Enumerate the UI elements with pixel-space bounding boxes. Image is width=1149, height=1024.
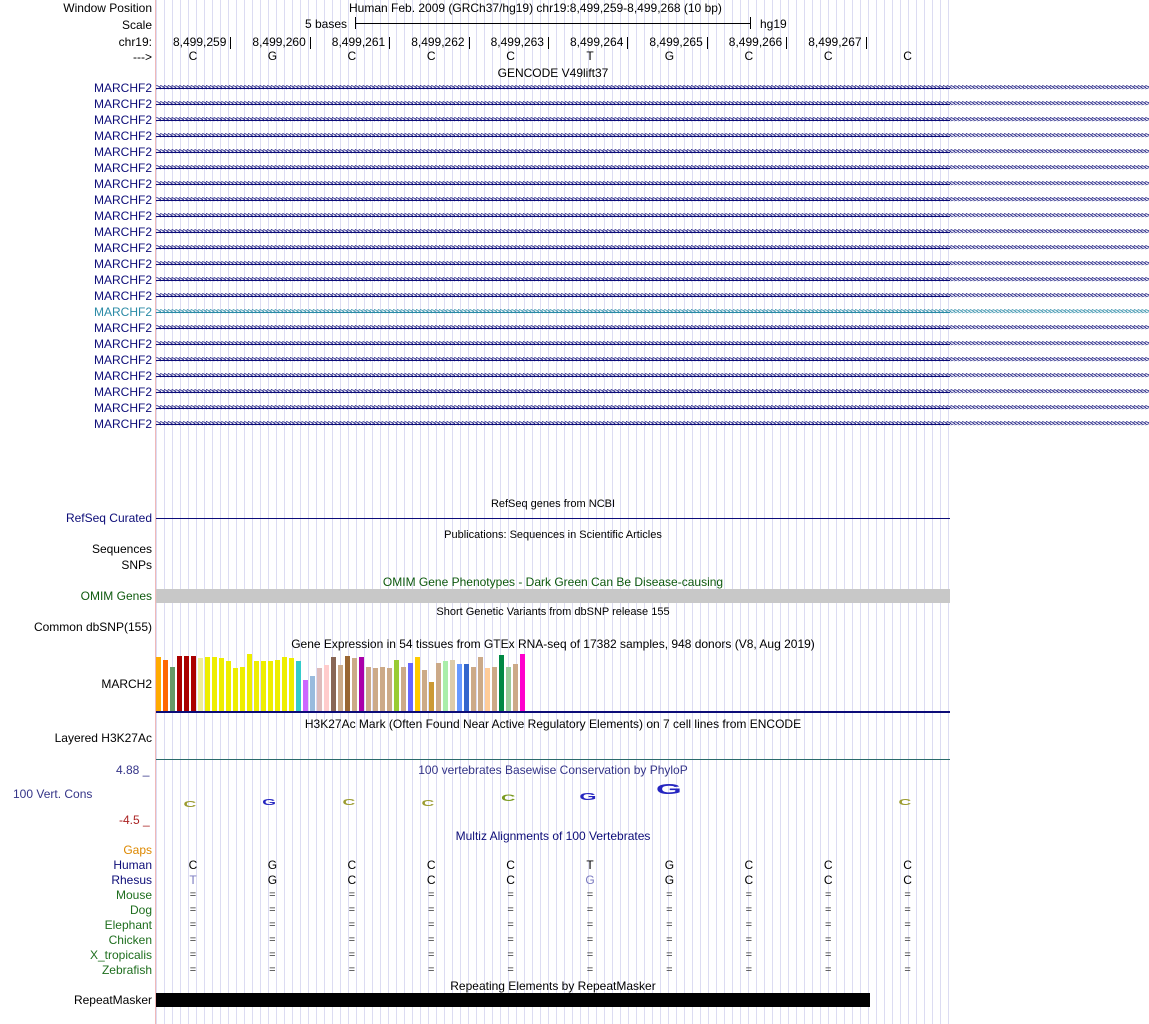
gencode-gene-label[interactable]: MARCHF2 [93, 97, 152, 111]
alignment-base: = [427, 934, 435, 946]
gencode-gene-label[interactable]: MARCHF2 [93, 385, 152, 399]
h3k27ac-label[interactable]: Layered H3K27Ac [54, 731, 152, 745]
alignment-base: = [348, 919, 356, 931]
strand-arrows: >>>>>>>>>>>>>>>>>>>>>>>>>>>>>>>>>>>>>>>>>>>>>>>>>>>>>>>>>>>>>>>>>>>>>>>>>>>>>>>>>>>>>>>>>>>>>>>>>>>>>>>>>>>>>>>>>>>>>>>>>>>>>>>>>>>>>>>>>>>>>>>>>>>>>>>>>>>>>>>>>>>>>>>>>>>>>>>>>>>>>>>>>>>>>>>>>>>>>>>>>>>>>>>>>>>>>>>>>>>>>>>>>>>>>>>>>>>>>>>>>>>>>>>>>>>>>>>>>>>> [156, 83, 1149, 93]
gencode-transcript[interactable] [156, 83, 1149, 93]
alignment-base: = [427, 949, 435, 961]
gtex-tissue-bar[interactable] [282, 657, 287, 711]
publications-sequences-label[interactable]: Sequences [91, 542, 152, 556]
gtex-tissue-bar[interactable] [464, 664, 469, 711]
ruler-position-text: 8,499,261 [331, 35, 386, 49]
gtex-tissue-bar[interactable] [471, 667, 476, 711]
gtex-tissue-bar[interactable] [380, 667, 385, 711]
phylop-letter: G [656, 781, 683, 798]
gtex-tissue-bar[interactable] [373, 668, 378, 711]
gtex-tissue-bar[interactable] [513, 664, 518, 711]
alignment-base: = [824, 904, 832, 916]
alignment-base: = [189, 949, 197, 961]
h3k27ac-title: H3K27Ac Mark (Often Found Near Active Regulatory Elements) on 7 cell lines from ENCODE [304, 717, 802, 731]
alignment-base: G [267, 858, 278, 872]
multiz-species-label[interactable]: Chicken [108, 933, 152, 947]
strand-arrows: >>>>>>>>>>>>>>>>>>>>>>>>>>>>>>>>>>>>>>>>>>>>>>>>>>>>>>>>>>>>>>>>>>>>>>>>>>>>>>>>>>>>>>>>>>>>>>>>>>>>>>>>>>>>>>>>>>>>>>>>>>>>>>>>>>>>>>>>>>>>>>>>>>>>>>>>>>>>>>>>>>>>>>>>>>>>>>>>>>>>>>>>>>>>>>>>>>>>>>>>>>>>>>>>>>>>>>>>>>>>>>>>>>>>>>>>>>>>>>>>>>>>>>>>>>>>>>>>>>>> [156, 323, 1149, 333]
gtex-tissue-bar[interactable] [443, 661, 448, 711]
strand-arrows: >>>>>>>>>>>>>>>>>>>>>>>>>>>>>>>>>>>>>>>>>>>>>>>>>>>>>>>>>>>>>>>>>>>>>>>>>>>>>>>>>>>>>>>>>>>>>>>>>>>>>>>>>>>>>>>>>>>>>>>>>>>>>>>>>>>>>>>>>>>>>>>>>>>>>>>>>>>>>>>>>>>>>>>>>>>>>>>>>>>>>>>>>>>>>>>>>>>>>>>>>>>>>>>>>>>>>>>>>>>>>>>>>>>>>>>>>>>>>>>>>>>>>>>>>>>>>>>>>>>> [156, 211, 1149, 221]
gencode-transcript[interactable] [156, 307, 1149, 317]
alignment-base: = [269, 889, 276, 901]
alignment-base: = [189, 934, 197, 946]
gencode-transcript[interactable] [156, 291, 1149, 301]
alignment-base: = [348, 904, 356, 916]
ruler-position-text: 8,499,259 [173, 35, 227, 49]
alignment-base: = [904, 889, 911, 901]
alignment-base: = [189, 904, 197, 916]
alignment-base: = [745, 934, 753, 946]
alignment-base: = [745, 949, 753, 961]
alignment-base: = [348, 964, 356, 976]
phylop-label[interactable]: 100 Vert. Cons [13, 787, 93, 801]
gencode-gene-label[interactable]: MARCHF2 [93, 113, 152, 127]
alignment-base: = [269, 964, 276, 976]
gtex-tissue-bar[interactable] [415, 657, 420, 711]
gtex-tissue-bar[interactable] [184, 656, 189, 711]
gtex-tissue-bar[interactable] [499, 655, 504, 711]
ruler-tick [389, 37, 390, 49]
alignment-base: C [188, 858, 198, 872]
strand-arrows: >>>>>>>>>>>>>>>>>>>>>>>>>>>>>>>>>>>>>>>>>>>>>>>>>>>>>>>>>>>>>>>>>>>>>>>>>>>>>>>>>>>>>>>>>>>>>>>>>>>>>>>>>>>>>>>>>>>>>>>>>>>>>>>>>>>>>>>>>>>>>>>>>>>>>>>>>>>>>>>>>>>>>>>>>>>>>>>>>>>>>>>>>>>>>>>>>>>>>>>>>>>>>>>>>>>>>>>>>>>>>>>>>>>>>>>>>>>>>>>>>>>>>>>>>>>>>>>>>>>> [156, 275, 1149, 285]
gtex-tissue-bar[interactable] [156, 657, 161, 711]
alignment-base: G [585, 873, 595, 887]
gtex-tissue-bar[interactable] [261, 661, 266, 711]
gencode-gene-label[interactable]: MARCHF2 [93, 257, 152, 271]
gtex-tissue-bar[interactable] [226, 661, 231, 711]
refseq-title: RefSeq genes from NCBI [490, 498, 616, 510]
strand-arrows: >>>>>>>>>>>>>>>>>>>>>>>>>>>>>>>>>>>>>>>>>>>>>>>>>>>>>>>>>>>>>>>>>>>>>>>>>>>>>>>>>>>>>>>>>>>>>>>>>>>>>>>>>>>>>>>>>>>>>>>>>>>>>>>>>>>>>>>>>>>>>>>>>>>>>>>>>>>>>>>>>>>>>>>>>>>>>>>>>>>>>>>>>>>>>>>>>>>>>>>>>>>>>>>>>>>>>>>>>>>>>>>>>>>>>>>>>>>>>>>>>>>>>>>>>>>>>>>>>>>> [156, 243, 1149, 253]
phylop-letter: C [500, 793, 515, 803]
strand-arrows: >>>>>>>>>>>>>>>>>>>>>>>>>>>>>>>>>>>>>>>>>>>>>>>>>>>>>>>>>>>>>>>>>>>>>>>>>>>>>>>>>>>>>>>>>>>>>>>>>>>>>>>>>>>>>>>>>>>>>>>>>>>>>>>>>>>>>>>>>>>>>>>>>>>>>>>>>>>>>>>>>>>>>>>>>>>>>>>>>>>>>>>>>>>>>>>>>>>>>>>>>>>>>>>>>>>>>>>>>>>>>>>>>>>>>>>>>>>>>>>>>>>>>>>>>>>>>>>>>>>> [156, 163, 1149, 173]
multiz-species-label[interactable]: Zebrafish [101, 963, 152, 977]
base-letter: T [586, 49, 594, 63]
ruler-tick [548, 37, 549, 49]
multiz-gaps-label: Gaps [123, 843, 152, 857]
gencode-gene-label[interactable]: MARCHF2 [93, 401, 152, 415]
repeatmasker-title: Repeating Elements by RepeatMasker [450, 979, 656, 993]
base-letter: C [347, 49, 357, 63]
ruler-tick [707, 37, 708, 49]
multiz-title: Multiz Alignments of 100 Vertebrates [455, 829, 651, 843]
base-letter: C [188, 49, 198, 63]
multiz-species-label[interactable]: Dog [129, 903, 152, 917]
gencode-transcript[interactable] [156, 115, 1149, 125]
ruler-position [491, 35, 549, 49]
alignment-base: = [348, 889, 356, 901]
gencode-gene-label[interactable]: MARCHF2 [93, 177, 152, 191]
gencode-gene-label[interactable]: MARCHF2 [93, 321, 152, 335]
multiz-species-label[interactable]: Rhesus [111, 873, 152, 887]
alignment-base: = [666, 904, 673, 916]
gtex-tissue-bar[interactable] [170, 667, 175, 711]
alignment-base: = [666, 919, 673, 931]
strand-arrows: >>>>>>>>>>>>>>>>>>>>>>>>>>>>>>>>>>>>>>>>>>>>>>>>>>>>>>>>>>>>>>>>>>>>>>>>>>>>>>>>>>>>>>>>>>>>>>>>>>>>>>>>>>>>>>>>>>>>>>>>>>>>>>>>>>>>>>>>>>>>>>>>>>>>>>>>>>>>>>>>>>>>>>>>>>>>>>>>>>>>>>>>>>>>>>>>>>>>>>>>>>>>>>>>>>>>>>>>>>>>>>>>>>>>>>>>>>>>>>>>>>>>>>>>>>>>>>>>>>>> [156, 307, 1149, 317]
phylop-letter: C [342, 798, 356, 807]
base-letter: C [903, 49, 912, 63]
strand-arrows: >>>>>>>>>>>>>>>>>>>>>>>>>>>>>>>>>>>>>>>>>>>>>>>>>>>>>>>>>>>>>>>>>>>>>>>>>>>>>>>>>>>>>>>>>>>>>>>>>>>>>>>>>>>>>>>>>>>>>>>>>>>>>>>>>>>>>>>>>>>>>>>>>>>>>>>>>>>>>>>>>>>>>>>>>>>>>>>>>>>>>>>>>>>>>>>>>>>>>>>>>>>>>>>>>>>>>>>>>>>>>>>>>>>>>>>>>>>>>>>>>>>>>>>>>>>>>>>>>>>> [156, 227, 1149, 237]
alignment-base: C [506, 858, 515, 872]
base-letter: C [506, 49, 515, 63]
gtex-tissue-bar[interactable] [310, 676, 315, 711]
gtex-tissue-bar[interactable] [268, 661, 273, 711]
alignment-base: = [745, 889, 753, 901]
gencode-transcript[interactable] [156, 99, 1149, 109]
refseq-label[interactable]: RefSeq Curated [65, 511, 152, 525]
strand-label: ---> [133, 50, 152, 64]
window-position-label: Window Position [63, 1, 152, 15]
gtex-tissue-bar[interactable] [520, 654, 525, 711]
publications-snps-label[interactable]: SNPs [121, 558, 152, 572]
alignment-base: = [348, 934, 356, 946]
ruler-position [649, 35, 707, 49]
gencode-gene-label[interactable]: MARCHF2 [93, 337, 152, 351]
publications-title: Publications: Sequences in Scientific Articles [444, 529, 662, 541]
scale-text: 5 bases [305, 17, 348, 31]
alignment-base: = [904, 934, 911, 946]
gtex-tissue-bar[interactable] [324, 665, 329, 711]
alignment-base: C [823, 873, 833, 887]
gtex-title: Gene Expression in 54 tissues from GTEx RNA-seq of 17382 samples, 948 donors (V8, Aug 2019) [291, 637, 815, 651]
alignment-base: T [189, 873, 197, 887]
ruler-tick [786, 37, 787, 49]
gtex-tissue-bar[interactable] [394, 660, 399, 711]
gencode-transcript[interactable] [156, 227, 1149, 237]
gencode-transcript[interactable] [156, 387, 1149, 397]
gencode-transcript[interactable] [156, 163, 1149, 173]
alignment-base: = [586, 964, 594, 976]
ruler-tick [866, 37, 867, 49]
gtex-tissue-bar[interactable] [436, 663, 441, 711]
gtex-tissue-bar[interactable] [296, 661, 301, 711]
gtex-tissue-bar[interactable] [366, 667, 371, 711]
gtex-tissue-bar[interactable] [422, 670, 427, 711]
alignment-base: C [823, 858, 833, 872]
alignment-base: = [904, 904, 911, 916]
alignment-base: = [507, 889, 514, 901]
repeatmasker-label[interactable]: RepeatMasker [73, 993, 152, 1007]
alignment-base: = [824, 934, 832, 946]
ruler-position-text: 8,499,266 [728, 35, 783, 49]
omim-label[interactable]: OMIM Genes [80, 589, 152, 603]
multiz-species-label[interactable]: Elephant [104, 918, 152, 932]
alignment-base: = [189, 889, 197, 901]
alignment-base: = [745, 964, 753, 976]
gencode-transcript[interactable] [156, 147, 1149, 157]
h3k27ac-baseline [156, 759, 950, 760]
phylop-letter: G [262, 798, 277, 807]
dbsnp-label[interactable]: Common dbSNP(155) [33, 620, 152, 634]
alignment-base: G [267, 873, 278, 887]
gencode-transcript[interactable] [156, 211, 1149, 221]
refseq-gene-line[interactable] [156, 518, 950, 519]
gencode-transcript[interactable] [156, 419, 1149, 429]
gencode-gene-label[interactable]: MARCHF2 [93, 145, 152, 159]
gtex-tissue-bar[interactable] [485, 668, 490, 711]
gtex-tissue-bar[interactable] [289, 658, 294, 711]
alignment-base: = [904, 919, 911, 931]
phylop-letter: G [579, 792, 597, 803]
gtex-label[interactable]: MARCH2 [101, 677, 152, 691]
ruler-tick [230, 37, 231, 49]
alignment-base: = [666, 964, 673, 976]
alignment-base: = [586, 934, 594, 946]
alignment-base: = [507, 964, 514, 976]
gencode-gene-label[interactable]: MARCHF2 [93, 209, 152, 223]
strand-arrows: >>>>>>>>>>>>>>>>>>>>>>>>>>>>>>>>>>>>>>>>>>>>>>>>>>>>>>>>>>>>>>>>>>>>>>>>>>>>>>>>>>>>>>>>>>>>>>>>>>>>>>>>>>>>>>>>>>>>>>>>>>>>>>>>>>>>>>>>>>>>>>>>>>>>>>>>>>>>>>>>>>>>>>>>>>>>>>>>>>>>>>>>>>>>>>>>>>>>>>>>>>>>>>>>>>>>>>>>>>>>>>>>>>>>>>>>>>>>>>>>>>>>>>>>>>>>>>>>>>>> [156, 195, 1149, 205]
phylop-letter: C [898, 798, 911, 807]
scale-label: Scale [121, 18, 152, 32]
ruler-tick [469, 37, 470, 49]
multiz-species-label[interactable]: X_tropicalis [89, 948, 152, 962]
gencode-gene-label[interactable]: MARCHF2 [93, 369, 152, 383]
alignment-base: C [426, 873, 436, 887]
ruler-position-text: 8,499,264 [570, 35, 624, 49]
ruler-position-text: 8,499,263 [490, 35, 544, 49]
alignment-base: = [189, 919, 197, 931]
repeatmasker-element[interactable] [156, 993, 870, 1007]
strand-arrows: >>>>>>>>>>>>>>>>>>>>>>>>>>>>>>>>>>>>>>>>>>>>>>>>>>>>>>>>>>>>>>>>>>>>>>>>>>>>>>>>>>>>>>>>>>>>>>>>>>>>>>>>>>>>>>>>>>>>>>>>>>>>>>>>>>>>>>>>>>>>>>>>>>>>>>>>>>>>>>>>>>>>>>>>>>>>>>>>>>>>>>>>>>>>>>>>>>>>>>>>>>>>>>>>>>>>>>>>>>>>>>>>>>>>>>>>>>>>>>>>>>>>>>>>>>>>>>>>>>>> [156, 147, 1149, 157]
gencode-transcript[interactable] [156, 403, 1149, 413]
gencode-transcript[interactable] [156, 275, 1149, 285]
alignment-base: = [745, 919, 753, 931]
gencode-transcript[interactable] [156, 259, 1149, 269]
gencode-title: GENCODE V49lift37 [497, 66, 609, 80]
gtex-tissue-bar[interactable] [345, 656, 350, 711]
scale-bar-left-tick [355, 17, 356, 29]
strand-arrows: >>>>>>>>>>>>>>>>>>>>>>>>>>>>>>>>>>>>>>>>>>>>>>>>>>>>>>>>>>>>>>>>>>>>>>>>>>>>>>>>>>>>>>>>>>>>>>>>>>>>>>>>>>>>>>>>>>>>>>>>>>>>>>>>>>>>>>>>>>>>>>>>>>>>>>>>>>>>>>>>>>>>>>>>>>>>>>>>>>>>>>>>>>>>>>>>>>>>>>>>>>>>>>>>>>>>>>>>>>>>>>>>>>>>>>>>>>>>>>>>>>>>>>>>>>>>>>>>>>>> [156, 403, 1149, 413]
gtex-tissue-bar[interactable] [338, 665, 343, 711]
phylop-title: 100 vertebrates Basewise Conservation by PhyloP [418, 763, 688, 777]
gencode-gene-label[interactable]: MARCHF2 [93, 129, 152, 143]
gtex-tissue-bar[interactable] [247, 654, 252, 711]
alignment-base: = [348, 949, 356, 961]
gtex-gene-line [156, 711, 950, 713]
gencode-gene-label[interactable]: MARCHF2 [93, 193, 152, 207]
gtex-tissue-bar[interactable] [212, 657, 217, 711]
ruler-position-text: 8,499,265 [649, 35, 703, 49]
alignment-base: C [903, 858, 912, 872]
gtex-tissue-bar[interactable] [401, 667, 406, 711]
ruler-position [411, 35, 469, 49]
ruler-position-text: 8,499,267 [808, 35, 862, 49]
gtex-tissue-bar[interactable] [506, 667, 511, 711]
gtex-tissue-bar[interactable] [317, 668, 322, 711]
alignment-base: = [824, 919, 832, 931]
alignment-base: G [664, 873, 675, 887]
gtex-tissue-bar[interactable] [359, 657, 364, 711]
ruler-position [173, 35, 231, 49]
gtex-tissue-bar[interactable] [478, 657, 483, 711]
alignment-base: = [507, 919, 514, 931]
gencode-transcript[interactable] [156, 371, 1149, 381]
alignment-base: = [269, 904, 276, 916]
gencode-transcript[interactable] [156, 195, 1149, 205]
chrom-label: chr19: [118, 35, 152, 49]
alignment-base: = [269, 934, 276, 946]
alignment-base: = [507, 904, 514, 916]
alignment-base: = [666, 949, 673, 961]
ruler-position [332, 35, 390, 49]
gtex-tissue-bar[interactable] [219, 658, 224, 711]
ruler-position-text: 8,499,260 [252, 35, 306, 49]
phylop-max-label: 4.88 _ [116, 763, 150, 777]
alignment-base: = [586, 904, 594, 916]
alignment-base: = [824, 964, 832, 976]
gtex-tissue-bar[interactable] [233, 668, 238, 711]
strand-arrows: >>>>>>>>>>>>>>>>>>>>>>>>>>>>>>>>>>>>>>>>>>>>>>>>>>>>>>>>>>>>>>>>>>>>>>>>>>>>>>>>>>>>>>>>>>>>>>>>>>>>>>>>>>>>>>>>>>>>>>>>>>>>>>>>>>>>>>>>>>>>>>>>>>>>>>>>>>>>>>>>>>>>>>>>>>>>>>>>>>>>>>>>>>>>>>>>>>>>>>>>>>>>>>>>>>>>>>>>>>>>>>>>>>>>>>>>>>>>>>>>>>>>>>>>>>>>>>>>>>>> [156, 339, 1149, 349]
strand-arrows: >>>>>>>>>>>>>>>>>>>>>>>>>>>>>>>>>>>>>>>>>>>>>>>>>>>>>>>>>>>>>>>>>>>>>>>>>>>>>>>>>>>>>>>>>>>>>>>>>>>>>>>>>>>>>>>>>>>>>>>>>>>>>>>>>>>>>>>>>>>>>>>>>>>>>>>>>>>>>>>>>>>>>>>>>>>>>>>>>>>>>>>>>>>>>>>>>>>>>>>>>>>>>>>>>>>>>>>>>>>>>>>>>>>>>>>>>>>>>>>>>>>>>>>>>>>>>>>>>>>> [156, 371, 1149, 381]
alignment-base: = [427, 964, 435, 976]
gencode-gene-label[interactable]: MARCHF2 [93, 417, 152, 431]
omim-title: OMIM Gene Phenotypes - Dark Green Can Be Disease-causing [382, 575, 724, 589]
gtex-tissue-bar[interactable] [408, 663, 413, 711]
gtex-tissue-bar[interactable] [450, 660, 455, 711]
gencode-gene-label[interactable]: MARCHF2 [93, 81, 152, 95]
alignment-base: = [824, 949, 832, 961]
alignment-base: T [586, 858, 594, 872]
alignment-base: = [586, 919, 594, 931]
strand-arrows: >>>>>>>>>>>>>>>>>>>>>>>>>>>>>>>>>>>>>>>>>>>>>>>>>>>>>>>>>>>>>>>>>>>>>>>>>>>>>>>>>>>>>>>>>>>>>>>>>>>>>>>>>>>>>>>>>>>>>>>>>>>>>>>>>>>>>>>>>>>>>>>>>>>>>>>>>>>>>>>>>>>>>>>>>>>>>>>>>>>>>>>>>>>>>>>>>>>>>>>>>>>>>>>>>>>>>>>>>>>>>>>>>>>>>>>>>>>>>>>>>>>>>>>>>>>>>>>>>>>> [156, 259, 1149, 269]
gencode-gene-label[interactable]: MARCHF2 [93, 273, 152, 287]
ruler-position [729, 35, 787, 49]
alignment-base: = [269, 919, 276, 931]
alignment-base: = [666, 889, 673, 901]
alignment-base: = [507, 934, 514, 946]
gtex-tissue-bar[interactable] [331, 657, 336, 711]
base-letter: G [664, 49, 675, 63]
alignment-base: C [744, 873, 754, 887]
gencode-transcript[interactable] [156, 355, 1149, 365]
alignment-base: = [666, 934, 673, 946]
gtex-tissue-bar[interactable] [429, 682, 434, 711]
phylop-letter: C [421, 799, 435, 808]
gtex-tissue-bar[interactable] [254, 661, 259, 711]
assembly-position-title: Human Feb. 2009 (GRCh37/hg19) chr19:8,499,259-8,499,268 (10 bp) [349, 1, 722, 15]
alignment-base: C [347, 858, 357, 872]
base-letter: G [267, 49, 278, 63]
alignment-base: = [189, 964, 197, 976]
gtex-tissue-bar[interactable] [352, 658, 357, 711]
alignment-base: = [427, 889, 435, 901]
ruler-position [570, 35, 628, 49]
ruler-position [252, 35, 310, 49]
strand-arrows: >>>>>>>>>>>>>>>>>>>>>>>>>>>>>>>>>>>>>>>>>>>>>>>>>>>>>>>>>>>>>>>>>>>>>>>>>>>>>>>>>>>>>>>>>>>>>>>>>>>>>>>>>>>>>>>>>>>>>>>>>>>>>>>>>>>>>>>>>>>>>>>>>>>>>>>>>>>>>>>>>>>>>>>>>>>>>>>>>>>>>>>>>>>>>>>>>>>>>>>>>>>>>>>>>>>>>>>>>>>>>>>>>>>>>>>>>>>>>>>>>>>>>>>>>>>>>>>>>>>> [156, 355, 1149, 365]
alignment-base: = [586, 889, 594, 901]
gtex-tissue-bar[interactable] [303, 680, 308, 711]
alignment-base: C [744, 858, 754, 872]
strand-arrows: >>>>>>>>>>>>>>>>>>>>>>>>>>>>>>>>>>>>>>>>>>>>>>>>>>>>>>>>>>>>>>>>>>>>>>>>>>>>>>>>>>>>>>>>>>>>>>>>>>>>>>>>>>>>>>>>>>>>>>>>>>>>>>>>>>>>>>>>>>>>>>>>>>>>>>>>>>>>>>>>>>>>>>>>>>>>>>>>>>>>>>>>>>>>>>>>>>>>>>>>>>>>>>>>>>>>>>>>>>>>>>>>>>>>>>>>>>>>>>>>>>>>>>>>>>>>>>>>>>>> [156, 99, 1149, 109]
gtex-tissue-bars[interactable] [156, 654, 536, 711]
gencode-gene-label[interactable]: MARCHF2 [93, 353, 152, 367]
gencode-transcript[interactable] [156, 323, 1149, 333]
gtex-tissue-bar[interactable] [191, 656, 196, 711]
base-letter: C [426, 49, 436, 63]
alignment-base: = [427, 919, 435, 931]
alignment-base: = [507, 949, 514, 961]
gtex-tissue-bar[interactable] [492, 667, 497, 711]
alignment-base: = [904, 949, 911, 961]
gencode-gene-label[interactable]: MARCHF2 [93, 241, 152, 255]
phylop-logo[interactable] [156, 778, 950, 822]
alignment-base: C [347, 873, 357, 887]
gencode-gene-label[interactable]: MARCHF2 [93, 161, 152, 175]
strand-arrows: >>>>>>>>>>>>>>>>>>>>>>>>>>>>>>>>>>>>>>>>>>>>>>>>>>>>>>>>>>>>>>>>>>>>>>>>>>>>>>>>>>>>>>>>>>>>>>>>>>>>>>>>>>>>>>>>>>>>>>>>>>>>>>>>>>>>>>>>>>>>>>>>>>>>>>>>>>>>>>>>>>>>>>>>>>>>>>>>>>>>>>>>>>>>>>>>>>>>>>>>>>>>>>>>>>>>>>>>>>>>>>>>>>>>>>>>>>>>>>>>>>>>>>>>>>>>>>>>>>>> [156, 179, 1149, 189]
alignment-base: C [506, 873, 515, 887]
gtex-tissue-bar[interactable] [275, 660, 280, 711]
gencode-transcript[interactable] [156, 179, 1149, 189]
gencode-transcript[interactable] [156, 243, 1149, 253]
alignment-base: G [664, 858, 675, 872]
multiz-species-label[interactable]: Mouse [115, 888, 152, 902]
phylop-letter: C [183, 800, 197, 809]
gtex-tissue-bar[interactable] [163, 660, 168, 711]
alignment-base: C [426, 858, 436, 872]
alignment-base: = [745, 904, 753, 916]
alignment-base: = [904, 964, 911, 976]
scale-bar [355, 23, 751, 24]
gtex-tissue-bar[interactable] [177, 656, 182, 711]
alignment-base: = [269, 949, 276, 961]
alignment-base: = [824, 889, 832, 901]
alignment-base: C [903, 873, 912, 887]
alignment-base: = [586, 949, 594, 961]
gtex-tissue-bar[interactable] [387, 668, 392, 711]
gencode-gene-label[interactable]: MARCHF2 [93, 289, 152, 303]
phylop-min-label: -4.5 _ [119, 813, 150, 827]
gencode-transcript[interactable] [156, 339, 1149, 349]
gtex-tissue-bar[interactable] [198, 658, 203, 711]
base-letter: C [823, 49, 833, 63]
gtex-tissue-bar[interactable] [240, 667, 245, 711]
strand-arrows: >>>>>>>>>>>>>>>>>>>>>>>>>>>>>>>>>>>>>>>>>>>>>>>>>>>>>>>>>>>>>>>>>>>>>>>>>>>>>>>>>>>>>>>>>>>>>>>>>>>>>>>>>>>>>>>>>>>>>>>>>>>>>>>>>>>>>>>>>>>>>>>>>>>>>>>>>>>>>>>>>>>>>>>>>>>>>>>>>>>>>>>>>>>>>>>>>>>>>>>>>>>>>>>>>>>>>>>>>>>>>>>>>>>>>>>>>>>>>>>>>>>>>>>>>>>>>>>>>>>> [156, 291, 1149, 301]
scale-assembly: hg19 [760, 17, 787, 31]
ruler-position [808, 35, 866, 49]
strand-arrows: >>>>>>>>>>>>>>>>>>>>>>>>>>>>>>>>>>>>>>>>>>>>>>>>>>>>>>>>>>>>>>>>>>>>>>>>>>>>>>>>>>>>>>>>>>>>>>>>>>>>>>>>>>>>>>>>>>>>>>>>>>>>>>>>>>>>>>>>>>>>>>>>>>>>>>>>>>>>>>>>>>>>>>>>>>>>>>>>>>>>>>>>>>>>>>>>>>>>>>>>>>>>>>>>>>>>>>>>>>>>>>>>>>>>>>>>>>>>>>>>>>>>>>>>>>>>>>>>>>>> [156, 419, 1149, 429]
omim-gene-bar[interactable] [156, 589, 950, 603]
strand-arrows: >>>>>>>>>>>>>>>>>>>>>>>>>>>>>>>>>>>>>>>>>>>>>>>>>>>>>>>>>>>>>>>>>>>>>>>>>>>>>>>>>>>>>>>>>>>>>>>>>>>>>>>>>>>>>>>>>>>>>>>>>>>>>>>>>>>>>>>>>>>>>>>>>>>>>>>>>>>>>>>>>>>>>>>>>>>>>>>>>>>>>>>>>>>>>>>>>>>>>>>>>>>>>>>>>>>>>>>>>>>>>>>>>>>>>>>>>>>>>>>>>>>>>>>>>>>>>>>>>>>> [156, 131, 1149, 141]
gtex-tissue-bar[interactable] [205, 657, 210, 711]
alignment-base: = [427, 904, 435, 916]
gencode-gene-label[interactable]: MARCHF2 [93, 225, 152, 239]
scale-bar-right-tick [750, 17, 751, 29]
strand-arrows: >>>>>>>>>>>>>>>>>>>>>>>>>>>>>>>>>>>>>>>>>>>>>>>>>>>>>>>>>>>>>>>>>>>>>>>>>>>>>>>>>>>>>>>>>>>>>>>>>>>>>>>>>>>>>>>>>>>>>>>>>>>>>>>>>>>>>>>>>>>>>>>>>>>>>>>>>>>>>>>>>>>>>>>>>>>>>>>>>>>>>>>>>>>>>>>>>>>>>>>>>>>>>>>>>>>>>>>>>>>>>>>>>>>>>>>>>>>>>>>>>>>>>>>>>>>>>>>>>>>> [156, 387, 1149, 397]
ruler-position-text: 8,499,262 [411, 35, 465, 49]
strand-arrows: >>>>>>>>>>>>>>>>>>>>>>>>>>>>>>>>>>>>>>>>>>>>>>>>>>>>>>>>>>>>>>>>>>>>>>>>>>>>>>>>>>>>>>>>>>>>>>>>>>>>>>>>>>>>>>>>>>>>>>>>>>>>>>>>>>>>>>>>>>>>>>>>>>>>>>>>>>>>>>>>>>>>>>>>>>>>>>>>>>>>>>>>>>>>>>>>>>>>>>>>>>>>>>>>>>>>>>>>>>>>>>>>>>>>>>>>>>>>>>>>>>>>>>>>>>>>>>>>>>>> [156, 115, 1149, 125]
gencode-transcript[interactable] [156, 131, 1149, 141]
base-letter: C [744, 49, 754, 63]
gencode-gene-label[interactable]: MARCHF2 [93, 305, 152, 319]
ruler-tick [310, 37, 311, 49]
ruler-tick [627, 37, 628, 49]
dbsnp-title: Short Genetic Variants from dbSNP release 155 [436, 606, 670, 618]
gtex-tissue-bar[interactable] [457, 664, 462, 711]
multiz-species-label[interactable]: Human [113, 858, 152, 872]
